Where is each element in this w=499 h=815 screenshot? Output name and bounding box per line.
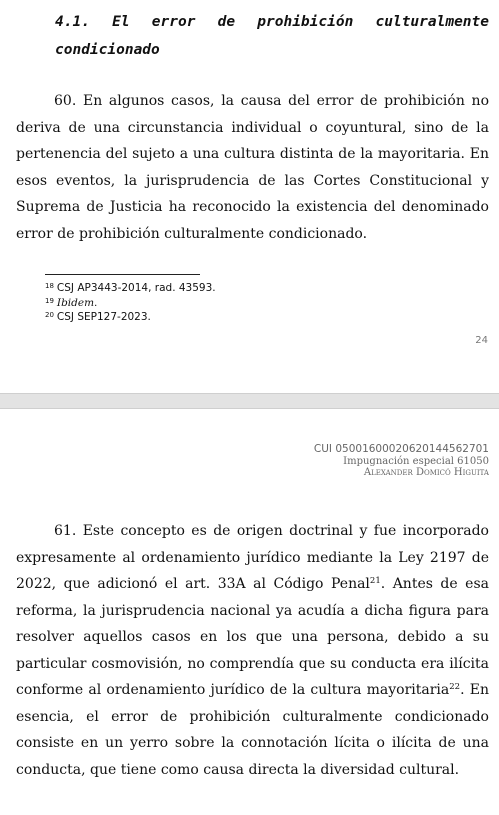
footnote-18: $^{18}$ CSJ AP3443-2014, rad. 43593. xyxy=(45,282,216,294)
footnotes xyxy=(45,280,465,324)
header-case: Impugnación especial 61050 xyxy=(343,455,489,467)
header-cui: CUI 05001600020620144562701 xyxy=(313,443,489,455)
header-author: Alexander Domicó Higuita xyxy=(363,467,489,478)
footnote-20: $^{20}$ CSJ SEP127-2023. xyxy=(45,311,151,323)
page-header xyxy=(314,444,489,479)
footnote-ref-21[interactable]: 21 xyxy=(369,576,381,586)
footnote-19: $^{19}$ Ibidem. xyxy=(45,296,98,309)
footnote-ref-22[interactable]: 22 xyxy=(449,682,461,692)
page-separator xyxy=(0,393,499,409)
paragraph-61: 61. Este concepto es de origen doctrinal y fue incorporado expresamente al ordenamiento jurídico mediante la Ley 2197 de 2022, que adicionó el art. 33A al Código Penal$^{21}$. Antes de esa reforma, la jurisprudencia nacional ya acudía a dicha figura para resolver aquellos casos en los que una persona, debido a su particular cosmovisión, no comprendía que su conducta era ilícita conforme al ordenamiento jurídico de la cultura mayoritaria$^{22}$. En esencia, el error de prohibición culturalmente condicionado consiste en un yerro sobre la connotación lícita o ilícita de una conducta, que tiene como causa directa la diversidad cultural. xyxy=(16,523,489,778)
paragraph-60: 60. En algunos casos, la causa del error de prohibición no deriva de una circunstancia individual o coyuntural, sino de la pertenencia del sujeto a una cultura distinta de la mayoritaria. En esos eventos, la jurisprudencia de las Cortes Constitucional y Suprema de Justicia ha reconocido la existencia del denominado error de prohibición culturalmente condicionado. xyxy=(16,93,489,242)
footnote-divider xyxy=(45,274,200,275)
section-heading: 4.1. El error de prohibición culturalmente condicionado xyxy=(55,14,489,58)
page-number: 24 xyxy=(475,335,488,346)
